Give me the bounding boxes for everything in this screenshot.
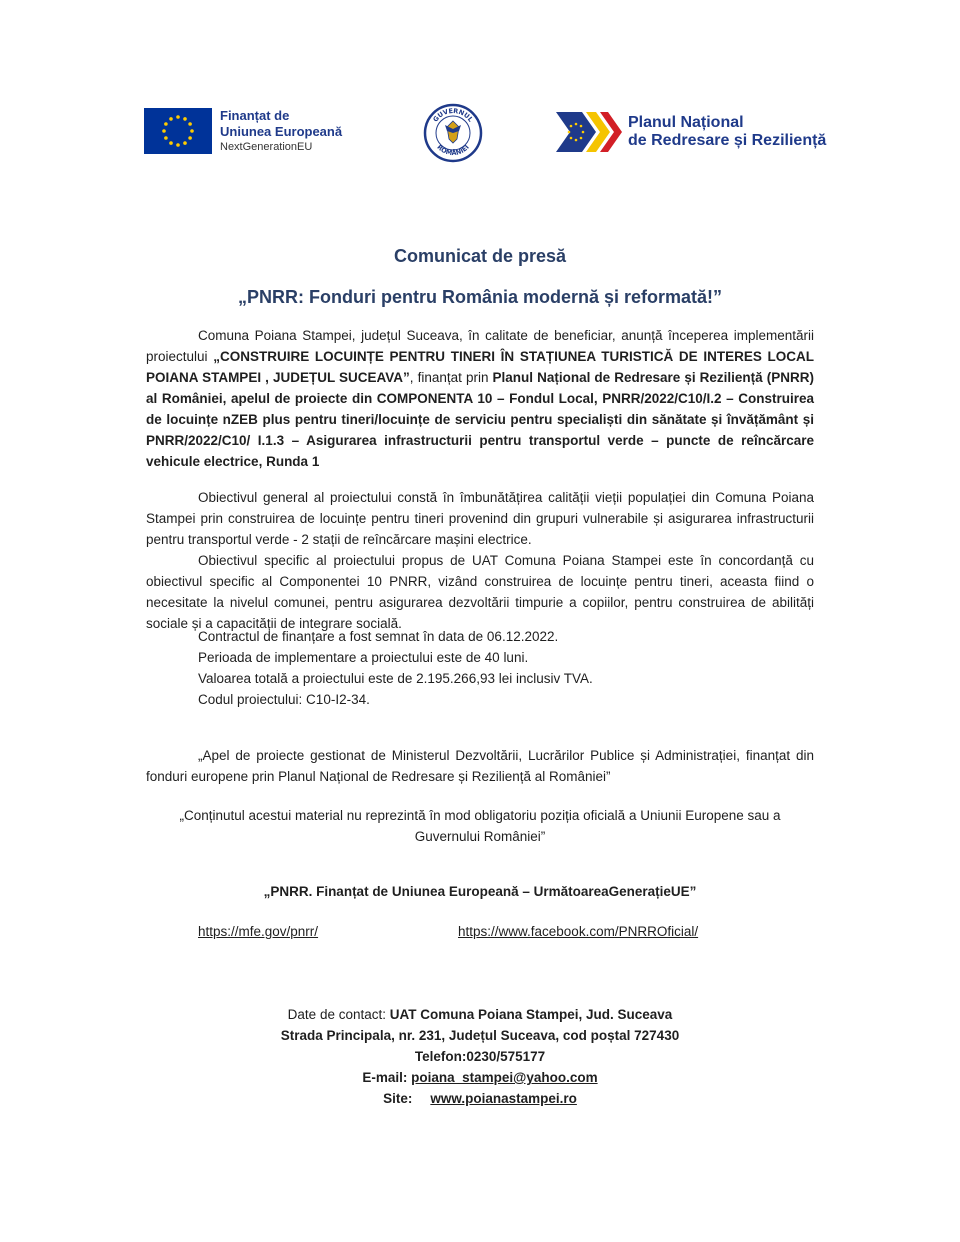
contact-name: UAT Comuna Poiana Stampei, Jud. Suceava <box>389 1007 673 1022</box>
funding-program: Planul Național de Redresare și Reziliență (PNRR) al României, apelul de proiecte din COMPONENTA 10 – Fondul Local, PNRR/2022/C10/I.2 – Construirea de locuințe nZEB plus pentru tineri/locuințe de serviciu pentru specialiști din sănătate și învățământ și PNRR/2022/C10/ I.1.3 – Asigurarea infrastructurii pentru transportul verde – puncte de reîncărcare vehicule electrice, Runda 1 <box>146 370 814 469</box>
site-label: Site: <box>383 1091 413 1106</box>
fact-duration: Perioada de implementare a proiectului este de 40 luni. <box>198 650 529 665</box>
general-objective: Obiectivul general al proiectului constă în îmbunătățirea calității vieții populației din Comuna Poiana Stampei prin construirea de locuințe pentru tineri provenind din grupuri vulnerabile și asigurarea infrastructurii pentru transportul verde - 2 stații de reîncărcare mașini electrice. <box>146 490 814 547</box>
pnrr-logo-line1: Planul Național <box>628 113 744 131</box>
government-seal-icon <box>423 103 483 163</box>
site-link[interactable]: www.poianastampei.ro <box>430 1091 577 1106</box>
pnrr-slogan: „PNRR. Finanțat de Uniunea Europeană – UrmătoareaGenerațieUE” <box>263 884 697 899</box>
fact-value: Valoarea totală a proiectului este de 2.195.266,93 lei inclusiv TVA. <box>198 671 593 686</box>
seal-text-bottom: ROMÂNIEI <box>435 143 471 158</box>
contact-address: Strada Principala, nr. 231, Județul Suceava, cod poștal 727430 <box>280 1028 680 1043</box>
email-link[interactable]: poiana_stampei@yahoo.com <box>411 1070 598 1085</box>
pnrr-logo-line2: de Redresare și Reziliență <box>628 132 827 149</box>
fact-contract-date: Contractul de finanțare a fost semnat în data de 06.12.2022. <box>198 629 559 644</box>
intro-paragraph <box>146 325 814 472</box>
contact-block <box>0 1004 960 1109</box>
eu-logo-line3: NextGenerationEU <box>220 140 313 153</box>
eu-logo-line2: Uniunea Europeană <box>220 123 343 139</box>
eu-funding-logo <box>144 108 342 154</box>
contact-phone: Telefon:0230/575177 <box>414 1049 546 1064</box>
call-statement: „Apel de proiecte gestionat de Ministerul Dezvoltării, Lucrărilor Publice și Administrației, finanțat din fonduri europene prin Planul Național de Redresare și Reziliență al României” <box>146 748 814 784</box>
contact-label: Date de contact: <box>287 1007 390 1022</box>
project-name: „CONSTRUIRE LOCUINȚE PENTRU TINERI ÎN STAȚIUNEA TURISTICĂ DE INTERES LOCAL POIANA STAMPEI , JUDEȚUL SUCEAVA” <box>146 349 814 385</box>
page-title: Comunicat de presă <box>393 246 567 266</box>
email-label: E-mail: <box>362 1070 412 1085</box>
seal-text-top: GUVERNUL <box>431 106 475 124</box>
intro-text-2: , finanțat prin <box>409 370 493 385</box>
mfe-link[interactable]: https://mfe.gov/pnrr/ <box>198 924 319 939</box>
intro-text-1: Comuna Poiana Stampei, județul Suceava, în calitate de beneficiar, anunță începerea implementării proiectului <box>146 328 814 364</box>
objectives-section <box>146 487 814 634</box>
project-facts <box>198 626 593 710</box>
eu-logo-line1: Finanțat de <box>220 108 290 124</box>
pnrr-mark-icon <box>556 112 622 152</box>
facebook-link[interactable]: https://www.facebook.com/PNRROficial/ <box>458 924 699 939</box>
page-subtitle: „PNRR: Fonduri pentru România modernă și reformată!” <box>237 287 723 307</box>
fact-code: Codul proiectului: C10-I2-34. <box>198 692 370 707</box>
pnrr-logo <box>556 112 826 152</box>
eu-flag-icon <box>144 108 212 154</box>
specific-objective: Obiectivul specific al proiectului propus de UAT Comuna Poiana Stampei este în concordanță cu obiectivul specific al Componentei 10 PNRR, vizând construirea de locuințe pentru tineri, aceasta fiind o necesitate la nivelul comunei, pentru asigurarea dezvoltării timpurie a copiilor, pentru construirea de abilități sociale și a capacității de integrare socială. <box>146 553 814 631</box>
disclaimer: „Conținutul acestui material nu reprezintă în mod obligatoriu poziția oficială a Uniunii Europene sau a Guvernului României” <box>179 808 781 844</box>
